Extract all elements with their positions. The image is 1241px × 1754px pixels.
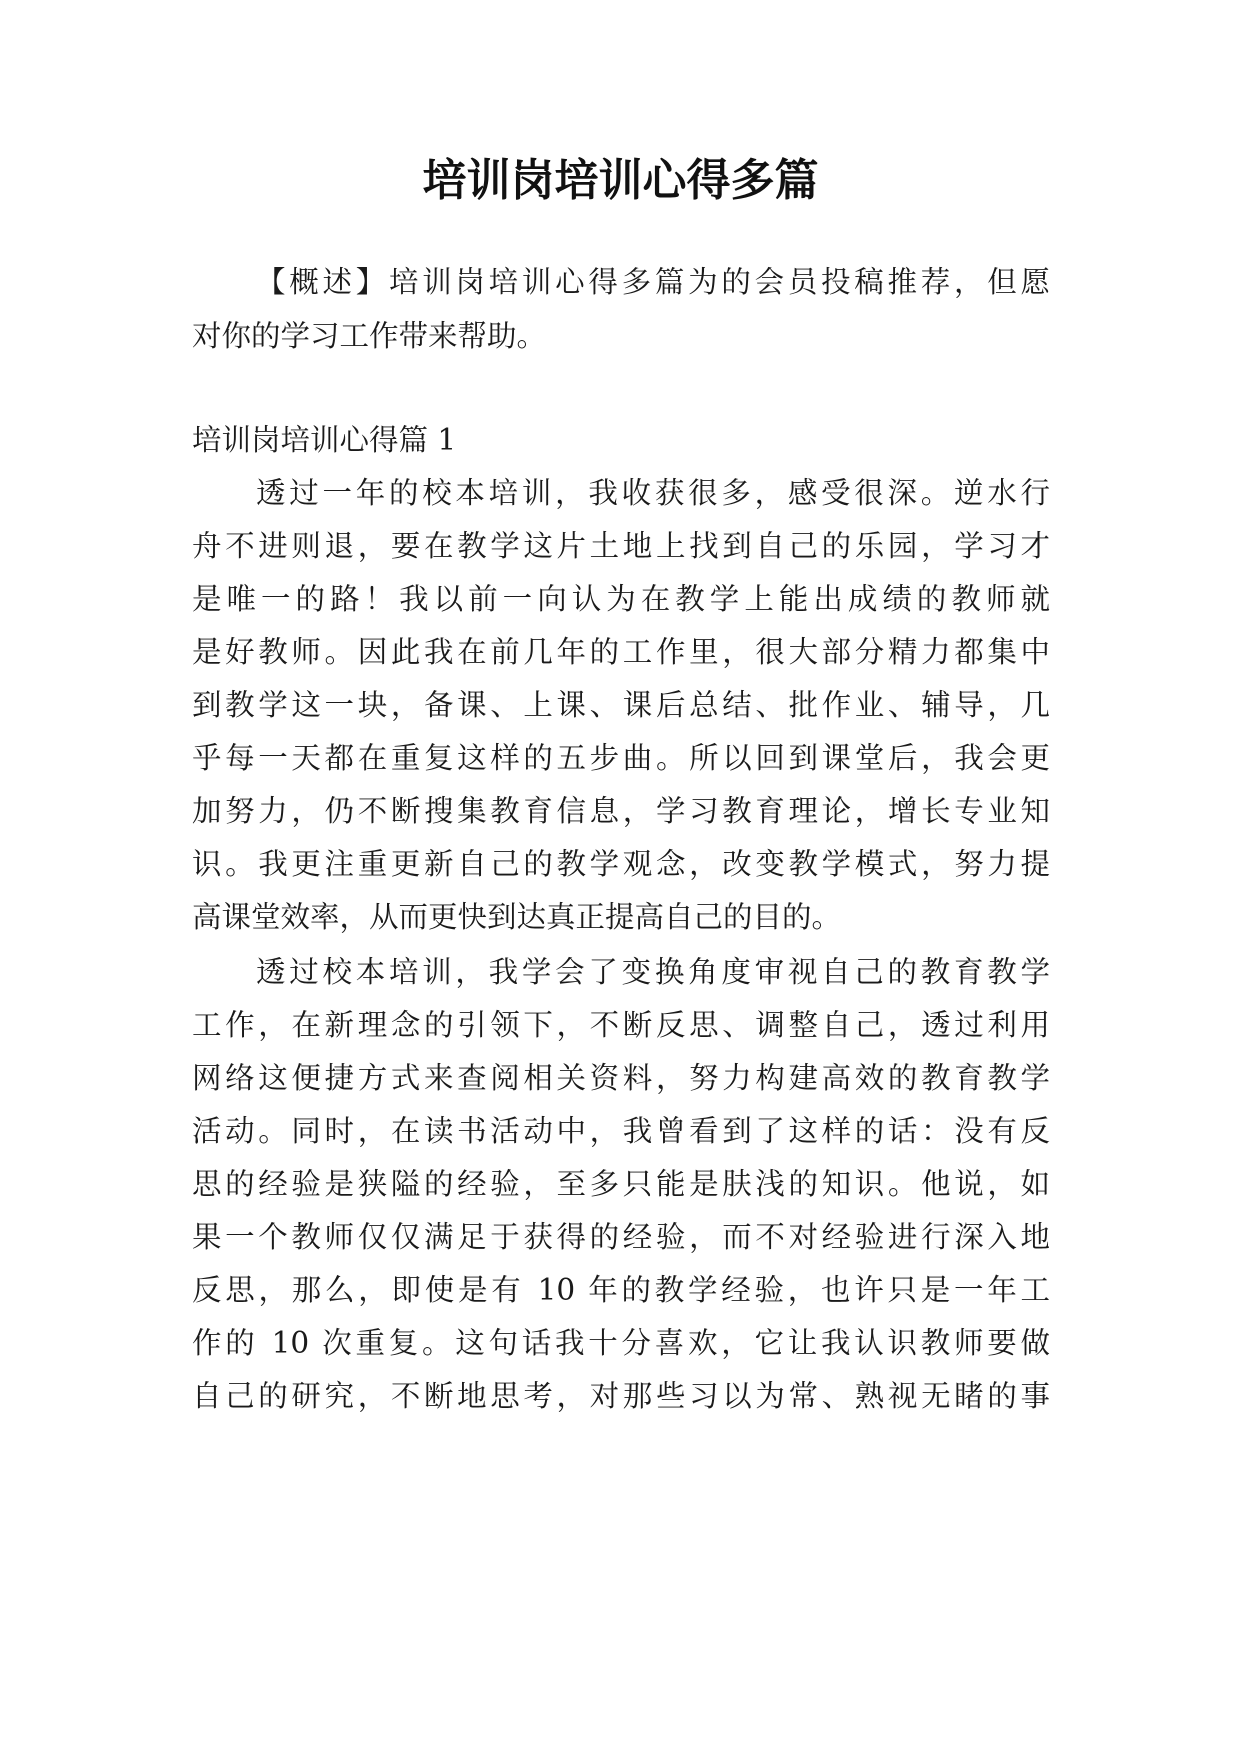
summary-line: 对你的学习工作带来帮助。: [192, 319, 547, 353]
paragraph-line: 识。我更注重更新自己的教学观念，改变教学模式，努力提: [192, 847, 1050, 881]
paragraph-line: 透过一年的校本培训，我收获很多，感受很深。逆水行: [256, 476, 1050, 510]
paragraph-line: 活动。同时，在读书活动中，我曾看到了这样的话：没有反: [192, 1114, 1050, 1148]
paragraph-line: 透过校本培训，我学会了变换角度审视自己的教育教学: [256, 955, 1050, 989]
paragraph-line: 是唯一的路！我以前一向认为在教学上能出成绩的教师就: [192, 582, 1050, 616]
paragraph-line: 果一个教师仅仅满足于获得的经验，而不对经验进行深入地: [192, 1220, 1050, 1254]
paragraph-line: 加努力，仍不断搜集教育信息，学习教育理论，增长专业知: [192, 794, 1050, 828]
paragraph-line: 思的经验是狭隘的经验，至多只能是肤浅的知识。他说，如: [192, 1167, 1050, 1201]
paragraph-line: 高课堂效率，从而更快到达真正提高自己的目的。: [192, 900, 842, 934]
paragraph-line: 到教学这一块，备课、上课、课后总结、批作业、辅导，几: [192, 688, 1050, 722]
paragraph-line: 作的 10 次重复。这句话我十分喜欢，它让我认识教师要做: [192, 1326, 1050, 1360]
section-heading: 培训岗培训心得篇 1: [192, 423, 457, 457]
paragraph-line: 乎每一天都在重复这样的五步曲。所以回到课堂后，我会更: [192, 741, 1050, 775]
summary-line: 【概述】培训岗培训心得多篇为的会员投稿推荐，但愿: [256, 265, 1050, 299]
document-title: 培训岗培训心得多篇: [422, 155, 819, 206]
paragraph-line: 工作，在新理念的引领下，不断反思、调整自己，透过利用: [192, 1008, 1050, 1042]
paragraph-line: 网络这便捷方式来查阅相关资料，努力构建高效的教育教学: [192, 1061, 1050, 1095]
paragraph-line: 反思，那么，即使是有 10 年的教学经验，也许只是一年工: [192, 1273, 1050, 1307]
paragraph-line: 自己的研究，不断地思考，对那些习以为常、熟视无睹的事: [192, 1379, 1050, 1413]
paragraph-line: 舟不进则退，要在教学这片土地上找到自己的乐园，学习才: [192, 529, 1050, 563]
paragraph-line: 是好教师。因此我在前几年的工作里，很大部分精力都集中: [192, 635, 1050, 669]
